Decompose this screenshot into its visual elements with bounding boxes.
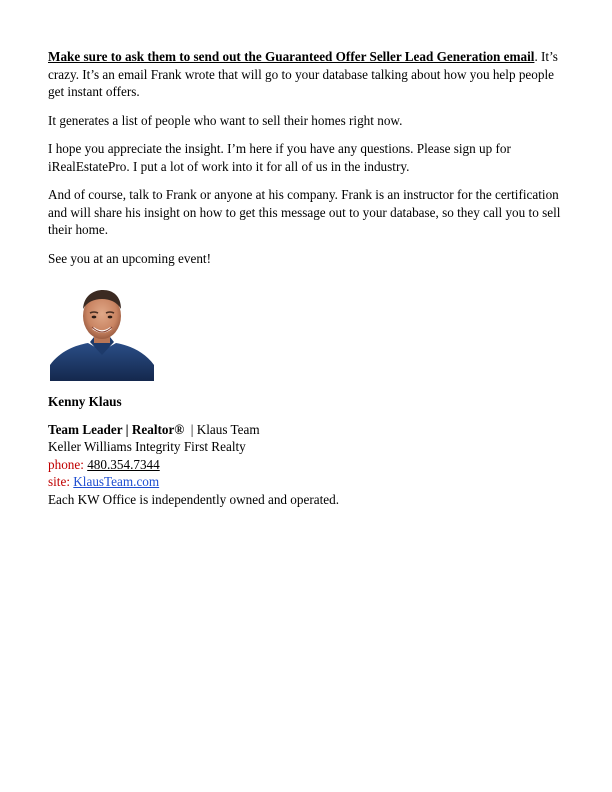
phone-link[interactable]: 480.354.7344 <box>87 456 160 472</box>
paragraph-closing: See you at an upcoming event! <box>48 250 211 266</box>
document-page <box>48 48 564 508</box>
paragraph-email-tip <box>48 48 564 101</box>
headshot-photo <box>50 285 154 381</box>
signature-role-line <box>48 421 564 439</box>
signature-team: | Klaus Team <box>184 421 260 437</box>
email-tip-text: . It’s crazy. It’s an email Frank wrote that will go to your database talking about how you help people get instant offers. <box>48 49 558 99</box>
signature-company: Keller Williams Integrity First Realty <box>48 439 246 454</box>
signature-block <box>48 421 564 509</box>
site-label: site: <box>48 474 74 489</box>
email-tip-emphasis: Make sure to ask them to send out the Guaranteed Offer Seller Lead Generation email <box>48 49 535 64</box>
signature-phone-line <box>48 456 564 474</box>
site-link[interactable]: KlausTeam.com <box>73 474 160 489</box>
signature-disclaimer: Each KW Office is independently owned and operated. <box>48 491 340 507</box>
signature-name: Kenny Klaus <box>48 394 122 409</box>
signature-site-line <box>48 473 564 491</box>
signature-role: Team Leader | Realtor® <box>48 421 185 437</box>
paragraph-signup: I hope you appreciate the insight. I’m here if you have any questions. Please sign up for iRealEstatePro. I put a lot of work into it for all of us in the industry. <box>48 141 511 174</box>
paragraph-list-generation: It generates a list of people who want to sell their homes right now. <box>48 112 403 128</box>
paragraph-frank: And of course, talk to Frank or anyone at his company. Frank is an instructor for the certification and will share his insight on how to get this message out to your database, so they call you to sell their home. <box>48 187 561 237</box>
phone-label: phone: <box>48 456 88 472</box>
